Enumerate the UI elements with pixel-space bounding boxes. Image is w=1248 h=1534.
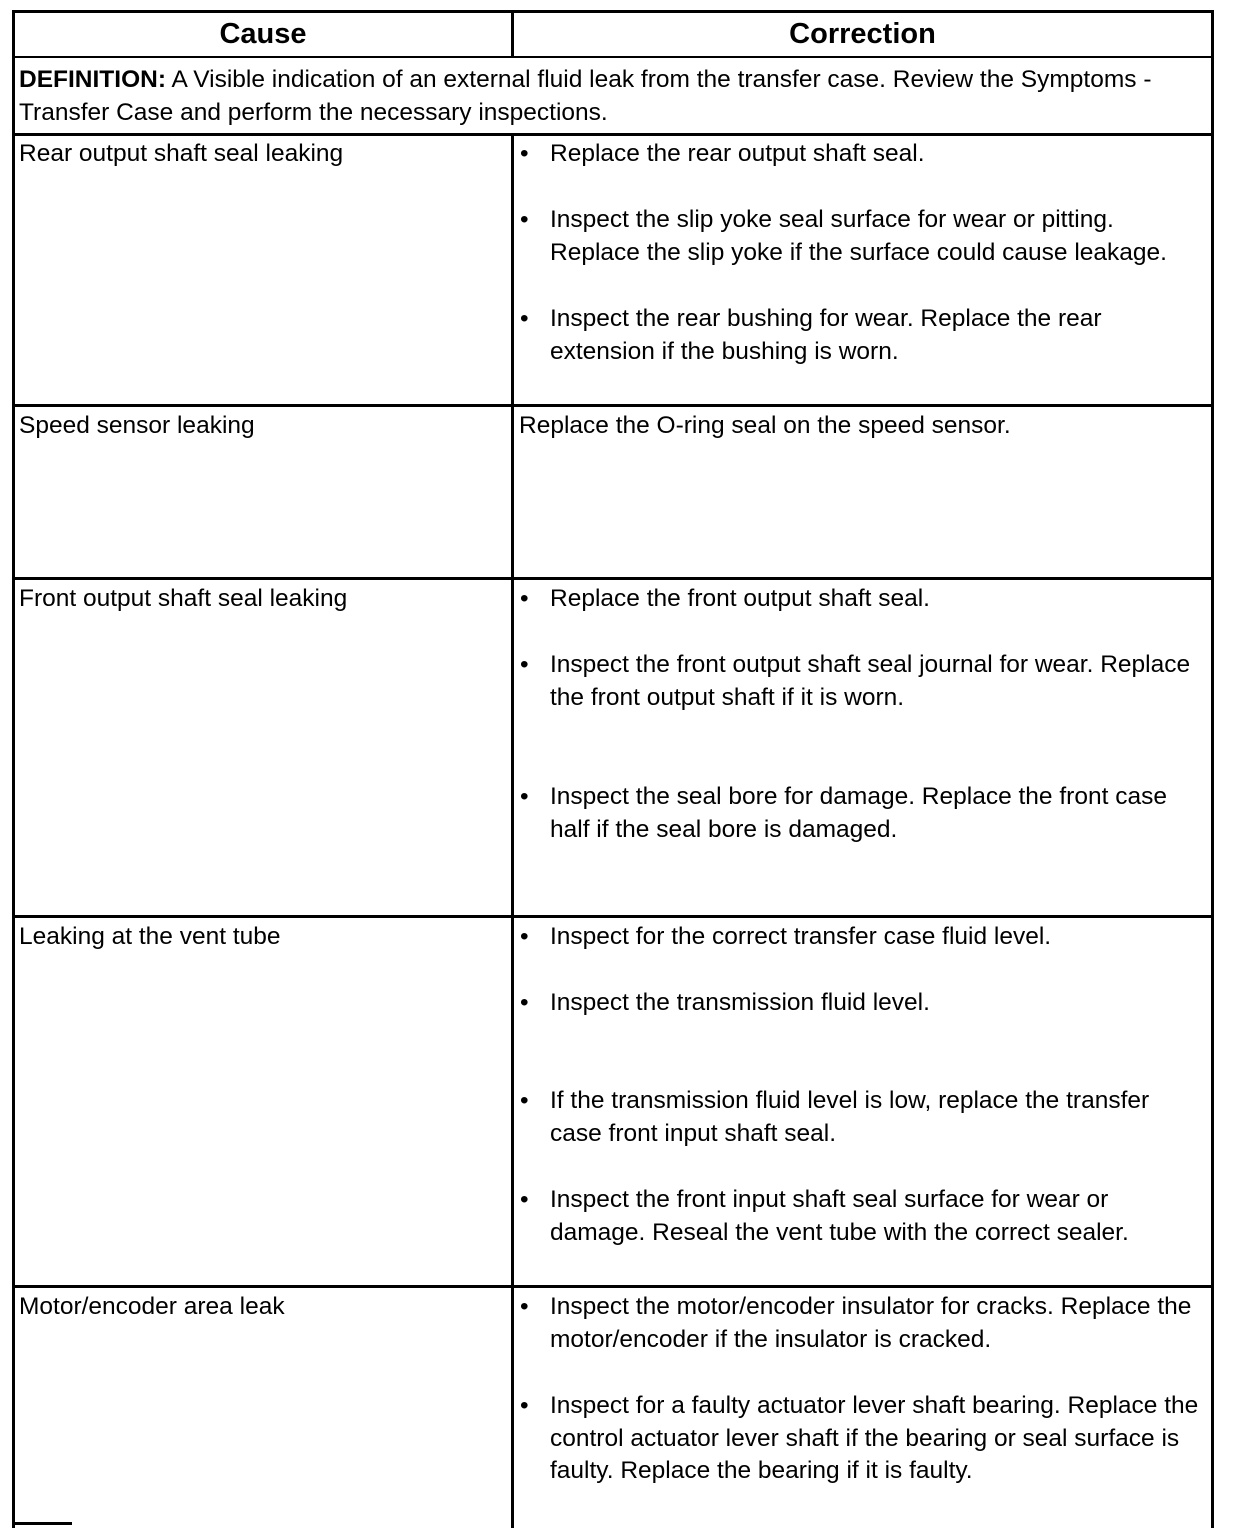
cause-cell-5: Motor/encoder area leak xyxy=(19,1293,285,1320)
definition-row xyxy=(19,64,1199,129)
definition-text: A Visible indication of an external fluid leak from the transfer case. Review the Symptoms - Transfer Case and perform the necessary inspections. xyxy=(19,66,1152,126)
header-cause: Cause xyxy=(219,18,307,50)
correction-item: • Replace the front output shaft seal. xyxy=(520,583,1207,616)
correction-item: • Inspect the front output shaft seal journal for wear. Replace the front output shaft if it is worn. xyxy=(520,651,1191,711)
header-divider xyxy=(12,56,1214,58)
correction-item: • Inspect the seal bore for damage. Replace the front case half if the seal bore is damaged. xyxy=(520,783,1167,843)
definition-divider xyxy=(12,133,1214,136)
header-correction: Correction xyxy=(789,18,936,50)
correction-item: • Inspect the front input shaft seal surface for wear or damage. Reseal the vent tube with the correct sealer. xyxy=(520,1186,1129,1246)
correction-item: • Inspect the rear bushing for wear. Replace the rear extension if the bushing is worn. xyxy=(520,305,1102,365)
table-border-top xyxy=(12,10,1214,13)
cause-cell-1: Rear output shaft seal leaking xyxy=(19,140,344,167)
cause-cell-2: Speed sensor leaking xyxy=(19,412,255,439)
correction-cell-1 xyxy=(514,138,1211,402)
bullet-icon: • xyxy=(520,305,529,332)
table-border-left xyxy=(12,10,15,1528)
correction-cell-4 xyxy=(514,921,1211,1283)
bullet-icon: • xyxy=(520,206,529,233)
row-divider-2 xyxy=(12,577,1214,580)
cause-cell-4: Leaking at the vent tube xyxy=(19,923,281,950)
bullet-icon: • xyxy=(520,140,529,167)
correction-item: • Inspect the motor/encoder insulator for cracks. Replace the motor/encoder if the insulator is cracked. xyxy=(520,1293,1192,1353)
row-divider-1 xyxy=(12,404,1214,407)
bullet-icon: • xyxy=(520,1186,529,1213)
correction-item: • Inspect the slip yoke seal surface for wear or pitting. Replace the slip yoke if the surface could cause leakage. xyxy=(520,206,1167,266)
bullet-icon: • xyxy=(520,585,529,612)
correction-cell-5 xyxy=(514,1291,1211,1527)
correction-item: • Replace the rear output shaft seal. xyxy=(520,138,1207,171)
correction-item: • If the transmission fluid level is low, replace the transfer case front input shaft seal. xyxy=(520,1087,1150,1147)
row-divider-3 xyxy=(12,915,1214,918)
bullet-icon: • xyxy=(520,1293,529,1320)
bullet-icon: • xyxy=(520,989,529,1016)
table-border-right xyxy=(1211,10,1214,1290)
bullet-icon: • xyxy=(520,651,529,678)
bullet-icon: • xyxy=(520,1392,529,1419)
correction-item: • Inspect the transmission fluid level. xyxy=(520,987,1207,1020)
diagnosis-table xyxy=(12,10,1214,1528)
definition-label: DEFINITION: xyxy=(19,66,166,93)
table-border-right-lower xyxy=(1211,1288,1214,1528)
row-divider-4 xyxy=(12,1285,1214,1288)
bullet-icon: • xyxy=(520,923,529,950)
correction-cell-3 xyxy=(514,583,1211,913)
correction-item: • Inspect for the correct transfer case fluid level. xyxy=(520,921,1207,954)
table-border-bottom xyxy=(12,1522,72,1525)
bullet-icon: • xyxy=(520,783,529,810)
bullet-icon: • xyxy=(520,1087,529,1114)
correction-item: • Inspect for a faulty actuator lever shaft bearing. Replace the control actuator lever shaft if the bearing or seal surface is faulty. Replace the bearing if it is faulty. xyxy=(520,1392,1199,1485)
cause-cell-3: Front output shaft seal leaking xyxy=(19,585,348,612)
correction-cell-2: Replace the O-ring seal on the speed sensor. xyxy=(519,412,1011,439)
